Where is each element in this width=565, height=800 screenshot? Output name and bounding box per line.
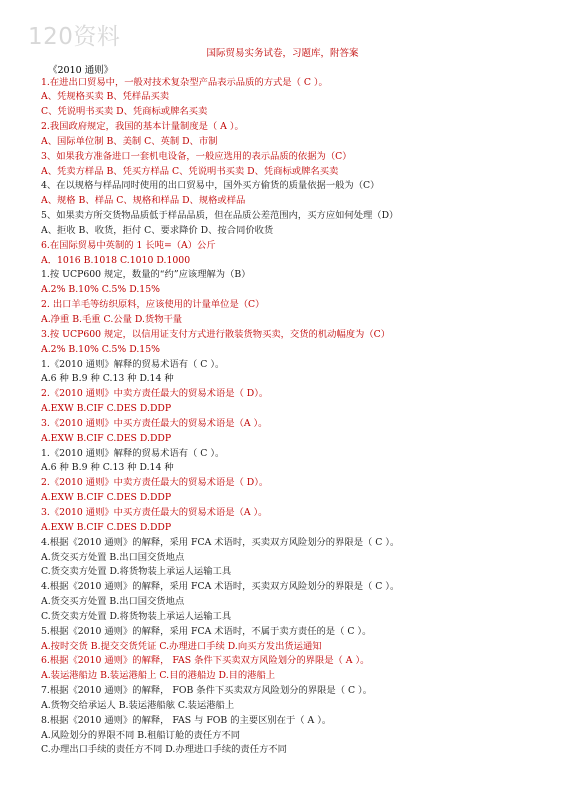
text-line: A、规格 B、样品 C、规格和样品 D、规格或样品 <box>41 195 246 207</box>
text-line: A.装运港船边 B.装运港船上 C.目的港船边 D.目的港船上 <box>41 670 276 682</box>
text-line: A、拒收 B、收货，拒付 C、要求降价 D、按合同价收货 <box>41 224 274 236</box>
text-line: 3.《2010 通则》中买方责任最大的贸易术语是（A ）。 <box>41 506 268 518</box>
text-line: 5.根据《2010 通则》的解释，采用 FCA 术语时，不属于卖方责任的是（ C ）。 <box>41 625 372 637</box>
text-line: A.6 种 B.9 种 C.13 种 D.14 种 <box>41 373 174 385</box>
text-line: A．1016 B.1018 C.1010 D.1000 <box>41 254 191 266</box>
text-line: 6.根据《2010 通则》的解释， FAS 条件下买卖双方风险划分的界限是（ A ）。 <box>41 655 370 667</box>
text-line: C.办理出口手续的责任方不同 D.办理进口手续的责任方不同 <box>41 744 287 756</box>
text-line: 3.按 UCP600 规定，以信用证支付方式进行散装货物买卖，交货的机动幅度为（C） <box>41 328 391 340</box>
text-line: 2.《2010 通则》中卖方责任最大的贸易术语是（ D）。 <box>41 477 269 489</box>
text-line: 4.根据《2010 通则》的解释，采用 FCA 术语时，买卖双方风险划分的界限是（ C ）。 <box>41 536 400 548</box>
text-line: 1.《2010 通则》解释的贸易术语有（ C ）。 <box>41 447 225 459</box>
text-line: A.货交买方处置 B.出口国交货地点 <box>41 551 185 563</box>
text-line: 8.根据《2010 通则》的解释， FAS 与 FOB 的主要区别在于（ A ）。 <box>41 714 332 726</box>
text-line: 2.《2010 通则》中卖方责任最大的贸易术语是（ D）。 <box>41 388 269 400</box>
text-line: A.货交买方处置 B.出口国交货地点 <box>41 596 185 608</box>
question-list <box>41 76 511 759</box>
text-line: A、国际单位制 B、美制 C、英制 D、市制 <box>41 135 218 147</box>
text-line: A.EXW B.CIF C.DES D.DDP <box>41 521 172 533</box>
text-line: A.按时交货 B.提交交货凭证 C.办理进口手续 D.向买方发出货运通知 <box>41 640 322 652</box>
text-line: A.EXW B.CIF C.DES D.DDP <box>41 492 172 504</box>
section-heading: 《2010 通则》 <box>48 65 114 76</box>
text-line: A、凭卖方样品 B、凭买方样品 C、凭说明书买卖 D、凭商标或牌名买卖 <box>41 165 339 177</box>
text-line: 1.《2010 通则》解释的贸易术语有（ C ）。 <box>41 358 225 370</box>
text-line: A、凭规格买卖 B、凭样品买卖 <box>41 91 170 103</box>
text-line: 5、如果卖方所交货物品质低于样品品质，但在品质公差范围内，买方应如何处理（D） <box>41 210 399 222</box>
document-title: 国际贸易实务试卷，习题库，附答案 <box>206 48 359 59</box>
text-line: A.2% B.10% C.5% D.15% <box>41 343 160 355</box>
watermark-logo: 120资料 <box>28 24 121 50</box>
text-line: 4、在以规格与样品同时使用的出口贸易中，国外买方偷货的质量依据一般为（C） <box>41 180 380 192</box>
text-line: 1.在进出口贸易中，一般对技术复杂型产品表示品质的方式是（ C ）。 <box>41 76 328 88</box>
text-line: A.EXW B.CIF C.DES D.DDP <box>41 432 172 444</box>
text-line: 3.《2010 通则》中买方责任最大的贸易术语是（A ）。 <box>41 417 268 429</box>
text-line: A.风险划分的界限不同 B.租船订舱的责任方不同 <box>41 729 241 741</box>
text-line: 3、如果我方准备进口一套机电设备，一般应选用的表示品质的依据为（C） <box>41 150 352 162</box>
text-line: A.EXW B.CIF C.DES D.DDP <box>41 403 172 415</box>
text-line: A.2% B.10% C.5% D.15% <box>41 284 160 296</box>
text-line: A.净重 B.毛重 C.公量 D.货物干量 <box>41 314 183 325</box>
text-line: C.货交卖方处置 D.将货物装上承运人运输工具 <box>41 566 232 578</box>
text-line: C.货交卖方处置 D.将货物装上承运人运输工具 <box>41 610 232 622</box>
text-line: 6.在国际贸易中英制的 1 长吨=（A）公斤 <box>41 239 216 251</box>
text-line: 2. 出口羊毛等纺织原料，应该使用的计量单位是（C） <box>41 299 265 311</box>
text-line: A.6 种 B.9 种 C.13 种 D.14 种 <box>41 462 174 474</box>
text-line: 2.我国政府规定，我国的基本计量制度是（ A ）。 <box>41 121 244 133</box>
text-line: 1.按 UCP600 规定，数量的“约”应该理解为（B） <box>41 269 251 281</box>
text-line: 4.根据《2010 通则》的解释，采用 FCA 术语时，买卖双方风险划分的界限是（ C ）。 <box>41 581 400 593</box>
text-line: A.货物交给承运人 B.装运港船舷 C.装运港船上 <box>41 699 235 711</box>
text-line: C、凭说明书买卖 D、凭商标或牌名买卖 <box>41 106 208 118</box>
text-line: 7.根据《2010 通则》的解释， FOB 条件下买卖双方风险划分的界限是（ C ）。 <box>41 685 372 697</box>
